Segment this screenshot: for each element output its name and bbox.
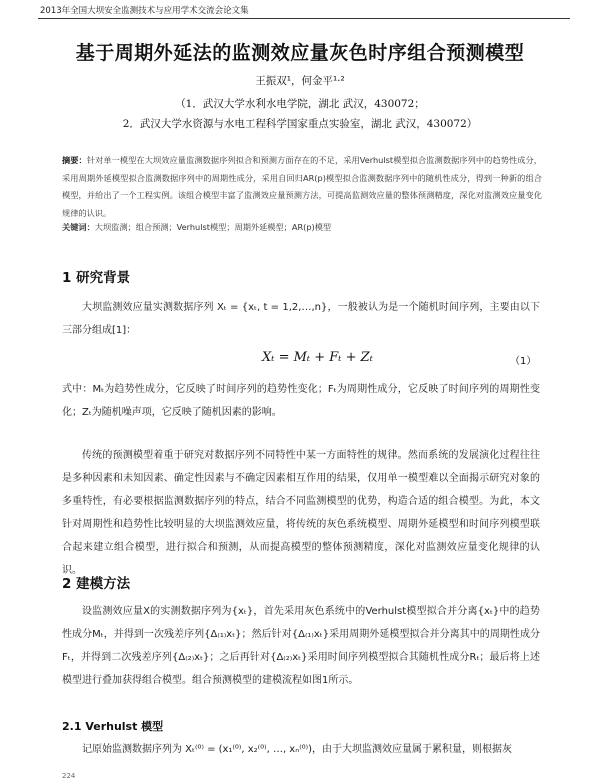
page-number: 224 xyxy=(62,772,76,780)
keywords-text: 大坝监测；组合预测；Verhulst模型；周期外延模型；AR(p)模型 xyxy=(94,222,332,232)
affiliation-1: （1．武汉大学水利水电学院，湖北 武汉，430072； xyxy=(175,98,425,110)
abstract xyxy=(62,152,542,222)
subsection-2-1-heading: 2.1 Verhulst 模型 xyxy=(62,720,164,733)
authors: 王振双¹，何金平¹·² xyxy=(255,75,345,87)
paper-title: 基于周期外延法的监测效应量灰色时序组合预测模型 xyxy=(75,42,525,64)
section-1-paragraph-1: 大坝监测效应量实测数据序列 Xₜ = {xₜ, t = 1,2,…,n}，一般被认为是一个随机时间序列，主要由以下三部分组成[1]： xyxy=(62,302,540,336)
keywords-label: 关键词： xyxy=(62,222,95,232)
section-1-paragraph-3: 传统的预测模型着重于研究对数据序列不同特性中某一方面特性的规律。然而系统的发展演化过程往往是多种因素和未知因素、确定性因素与不确定因素相互作用的结果，仅用单一模型难以全面揭示研究对象的多重特性，有必要根据监测数据序列的特点，结合不同监测模型的优势，构造合适的组合模型。为此，本文针对周期性和趋势性比较明显的大坝监测效应量，将传统的灰色系统模型、周期外延模型和时间序列模型联合起来建立组合模型，进行拟合和预测，从而提高模型的整体预测精度，深化对监测效应量变化规律的认识。 xyxy=(62,450,540,576)
running-header: 2013年全国大坝安全监测技术与应用学术交流会论文集 xyxy=(40,6,249,16)
section-1-heading: 1 研究背景 xyxy=(62,270,131,286)
section-1-paragraph-2: 式中：Mₜ为趋势性成分，它反映了时间序列的趋势性变化；Fₜ为周期性成分，它反映了时间序列的周期性变化；Zₜ为随机噪声项，它反映了随机因素的影响。 xyxy=(62,384,540,418)
section-2-heading: 2 建模方法 xyxy=(62,576,131,592)
header-rule xyxy=(38,18,570,19)
subsection-2-1-paragraph: 记原始监测数据序列为 Xₜ⁽⁰⁾ = (x₁⁽⁰⁾, x₂⁽⁰⁾, …, xₙ⁽⁰⁾)，由于大坝监测效应量属于累积量，则根据灰 xyxy=(82,744,513,755)
abstract-text: 针对单一模型在大坝效应量监测数据序列拟合和预测方面存在的不足，采用Verhulst模型拟合监测数据序列中的趋势性成分，采用周期外延模型拟合监测数据序列中的周期性成分，采用自回归AR(p)模型拟合监测数据序列中的随机性成分，得到一种新的组合模型，并给出了一个工程实例。该组合模型丰富了监测效应量预测方法，可提高监测效应量的整体预测精度，深化对监测效应量变化规律的认识。 xyxy=(62,155,542,218)
abstract-label: 摘要： xyxy=(62,155,87,165)
equation-1-number: （1） xyxy=(510,356,537,367)
affiliation-2: 2．武汉大学水资源与水电工程科学国家重点实验室，湖北 武汉，430072） xyxy=(122,118,478,130)
equation-1: Xₜ = Mₜ + Fₜ + Zₜ xyxy=(262,350,373,365)
keywords xyxy=(62,222,542,233)
section-2-paragraph-1: 设监测效应量X的实测数据序列为{xₜ}，首先采用灰色系统中的Verhulst模型拟合并分离{xₜ}中的趋势性成分Mₜ，并得到一次残差序列{Δ₍₁₎xₜ}；然后针对{Δ₍₁₎xₜ}采用周期外延模型拟合并分离其中的周期性成分Fₜ，并得到二次残差序列{Δ₍₂₎xₜ}；之后再针对{Δ₍₂₎xₜ}采用时间序列模型拟合其随机性成分Rₜ；最后将上述模型进行叠加获得组合模型。组合预测模型的建模流程如图1所示。 xyxy=(62,606,540,686)
